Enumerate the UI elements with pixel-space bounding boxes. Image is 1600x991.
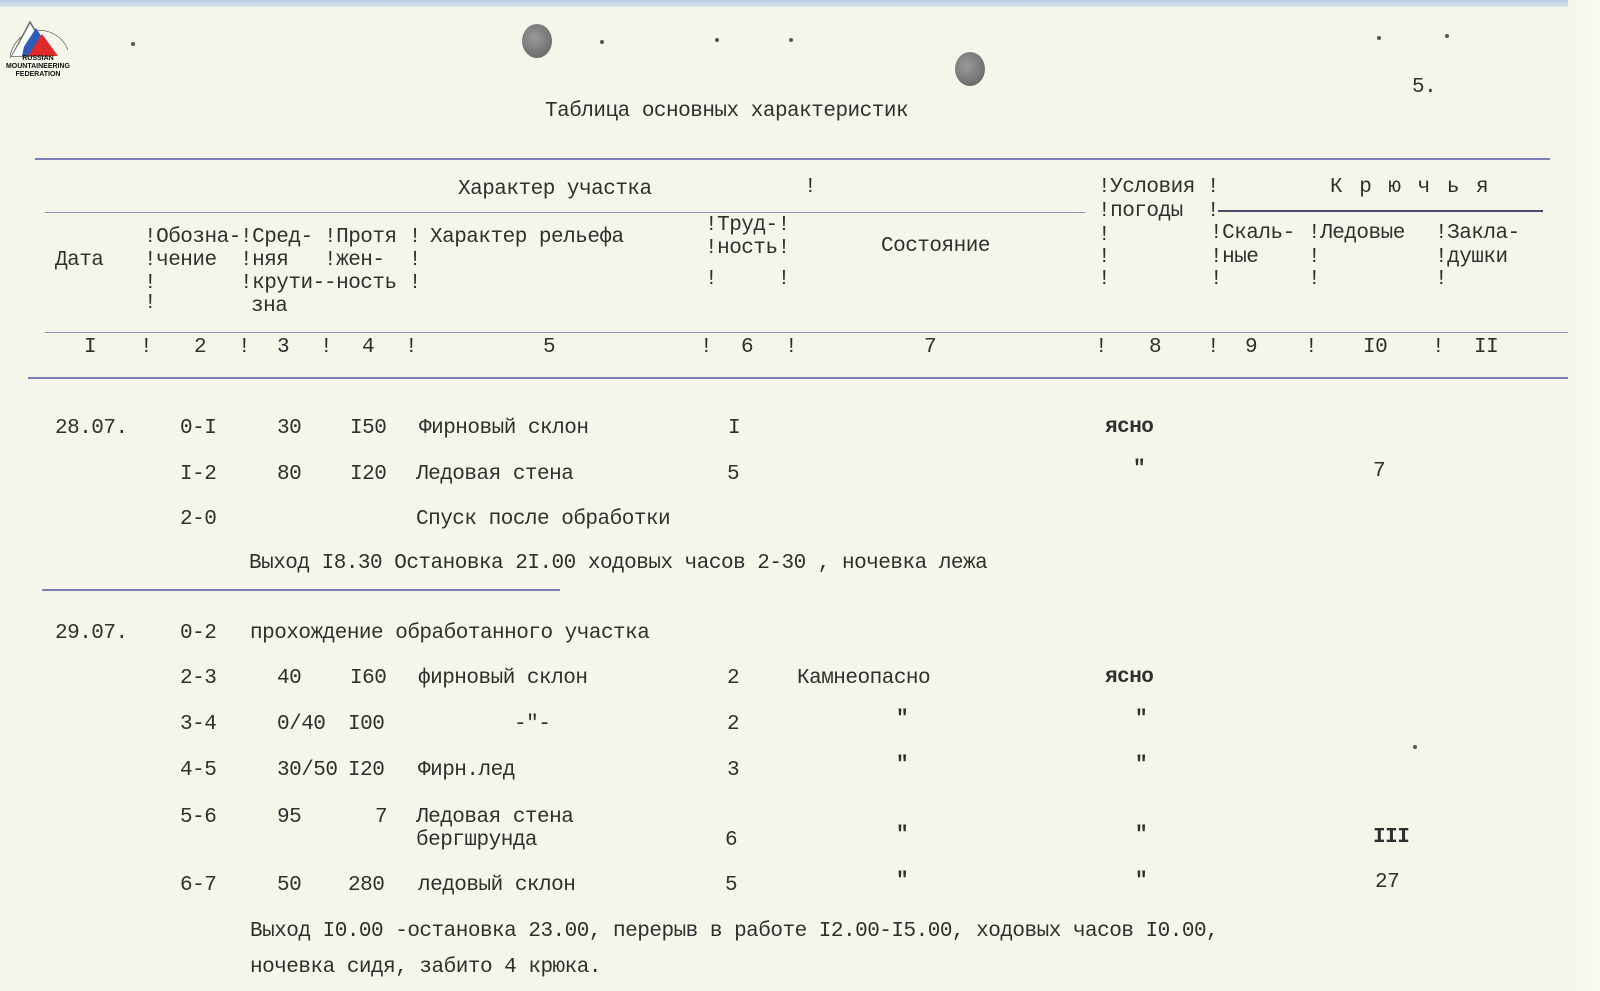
cell-steepness: 0/40 [277,713,326,736]
header-separator: ! [804,176,817,199]
page-number: 5. [1412,76,1437,99]
cell-steepness: 30/50 [277,759,338,782]
day-summary-note-continued: ночевка сидя, забито 4 крюка. [250,956,601,979]
punch-hole [955,52,985,86]
cell-difficulty: 2 [727,713,740,736]
cell-length: 7 [375,806,388,829]
cell-steepness: 95 [277,806,302,829]
cell-condition: " [896,824,909,847]
hooks-rule [1218,210,1543,212]
logo-line-2: MOUNTAINEERING [5,63,71,70]
speck [1445,34,1449,38]
cell-weather: " [1135,824,1148,847]
cell-segment: 2-0 [180,508,217,531]
table-top-rule [35,158,1550,160]
cell-segment: 3-4 [180,713,217,736]
cell-difficulty: I [728,417,741,440]
scan-right-edge [1568,0,1600,991]
cell-steepness: 30 [277,417,302,440]
day-summary-note: Выход I8.30 Остановка 2I.00 ходовых часов 2-30 , ночевка лежа [249,552,988,575]
speck [715,38,719,42]
cell-length: I50 [350,417,387,440]
speck [131,42,135,46]
cell-segment: I-2 [180,463,217,486]
cell-segment: 0-2 [180,622,217,645]
cell-weather: ясно [1105,666,1154,689]
cell-length: I00 [348,713,385,736]
cell-relief-continued: бергшрунда [416,829,538,852]
cell-segment: 0-I [180,417,217,440]
col-header-condition: Состояние [881,235,990,258]
cell-difficulty: 6 [725,829,738,852]
scan-top-edge [0,0,1600,7]
speck [600,40,604,44]
cell-weather: " [1135,754,1148,777]
cell-segment: 2-3 [180,667,217,690]
cell-relief: -"- [514,713,551,736]
cell-relief: Спуск после обработки [416,508,671,531]
cell-length: I20 [350,463,387,486]
cell-condition: " [896,870,909,893]
cell-relief: Фирн.лед [418,759,515,782]
cell-difficulty: 3 [727,759,740,782]
punch-hole [522,24,552,58]
header-bottom-rule [45,332,1568,333]
col-header-relief: Характер рельефа [430,226,624,249]
cell-condition: " [896,708,909,731]
cell-steepness: 50 [277,874,302,897]
header-group-section: Характер участка [458,178,652,201]
speck [1413,745,1417,749]
logo-line-3: FEDERATION [15,71,61,78]
page-title: Таблица основных характеристик [545,100,909,123]
cell-ice-hooks: 7 [1373,460,1386,483]
cell-date: 29.07. [55,622,128,645]
cell-condition: Камнеопасно [797,667,931,690]
col-header-date: Дата [55,249,104,272]
cell-segment: 4-5 [180,759,217,782]
cell-weather: " [1135,708,1148,731]
header-group-hooks: К р ю ч ь я [1330,176,1491,199]
cell-weather: " [1135,870,1148,893]
speck [1377,36,1381,40]
cell-relief: Ледовая стена [416,463,574,486]
cell-condition: " [896,754,909,777]
cell-ice-hooks: III [1373,826,1410,849]
cell-weather: ясно [1105,416,1154,439]
cell-relief: Фирновый склон [419,417,589,440]
cell-difficulty: 5 [727,463,740,486]
section-rule [45,212,1085,213]
cell-relief: Ледовая стена [416,806,574,829]
logo-line-1: RUSSIAN [22,55,54,62]
cell-date: 28.07. [55,417,128,440]
cell-relief: прохождение обработанного участка [250,622,650,645]
cell-length: 280 [348,874,385,897]
cell-difficulty: 5 [725,874,738,897]
cell-steepness: 40 [277,667,302,690]
cell-weather: " [1133,458,1146,481]
speck [789,38,793,42]
day-separator-rule [42,589,560,591]
numbers-bottom-rule [28,377,1568,379]
cell-segment: 5-6 [180,806,217,829]
cell-length: I20 [348,759,385,782]
cell-difficulty: 2 [727,667,740,690]
cell-relief: фирновый склон [418,667,588,690]
cell-ice-hooks: 27 [1375,871,1400,894]
cell-relief: ледовый склон [418,874,576,897]
cell-steepness: 80 [277,463,302,486]
day-summary-note: Выход I0.00 -остановка 23.00, перерыв в работе I2.00-I5.00, ходовых часов I0.00, [250,920,1219,943]
cell-segment: 6-7 [180,874,217,897]
cell-length: I60 [350,667,387,690]
